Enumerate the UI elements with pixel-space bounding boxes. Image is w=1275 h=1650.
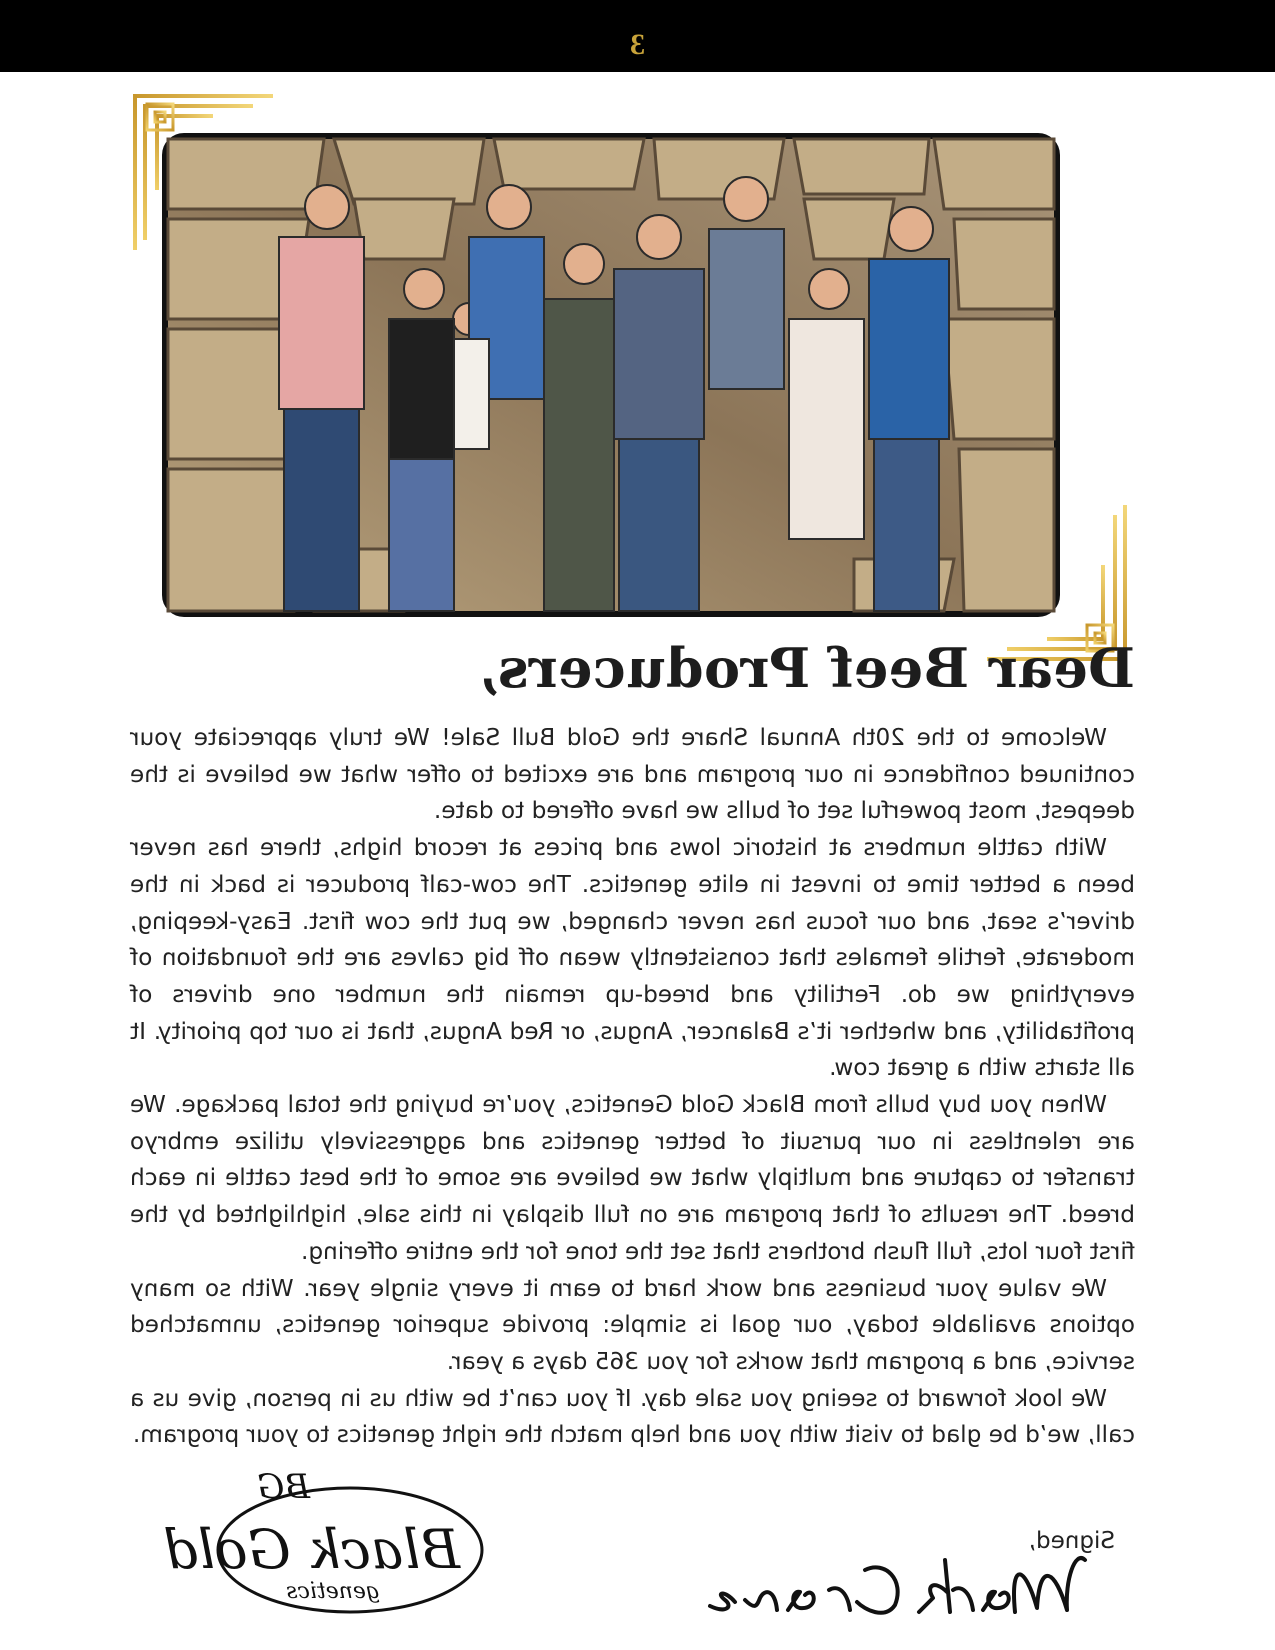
letter-paragraph: With cattle numbers at historic lows and prices at record highs, there has never been a better time to invest in elite genetics. The cow-calf producer is back in the driver’s seat, and our focus has never changed, we put the cow first. Easy-keeping, moderate, fertile females that consistently wean off big calves are the foundation of everything we do. Fertility and breed-up remain the number one drivers of profitability, and whether it’s Balancer, Angus, or Red Angus, that is our top priority. It all starts with a great cow. [130, 834, 1135, 1082]
logo-tagline: genetics [286, 1579, 380, 1604]
logo-name: Black Gold [163, 1518, 460, 1581]
letter-paragraph: When you buy bulls from Black Gold Genetics, you’re buying the total package. We are relentless in our pursuit of better genetics and aggressively utilize embryo transfer to capture and multiply what we believe are some of the best cattle in each breed. The results of that program are on full display in this sale, highlighted by the first four lots, full flush brothers that set the tone for the entire offering. [130, 1091, 1135, 1265]
letter-heading: Dear Beef Producers, [478, 636, 1135, 700]
page-number: 3 [630, 28, 645, 61]
family-photo [162, 133, 1060, 617]
letter-body [130, 720, 1135, 1454]
letter-paragraph: We look forward to seeing you sale day. If you can’t be with us in person, give us a call, we’d be glad to visit with you and help match the right genetics to your program. [130, 1384, 1135, 1449]
letter-paragraph: Welcome to the 20th Annual Share the Gold Bull Sale! We truly appreciate your continued confidence in our program and are excited to offer what we believe is the deepest, most powerful set of bulls we have offered to date. [130, 724, 1135, 825]
family-photo-illustration [168, 139, 1054, 611]
logo-monogram: BG [257, 1467, 310, 1507]
black-gold-genetics-logo [163, 1460, 490, 1620]
signed-label: Signed, [1028, 1528, 1115, 1554]
handwritten-signature [705, 1540, 1095, 1630]
letter-paragraph: We value your business and work hard to earn it every single year. With so many options available today, our goal is simple: provide superior genetics, unmatched service, and a program that works for you 365 days a year. [130, 1274, 1135, 1375]
